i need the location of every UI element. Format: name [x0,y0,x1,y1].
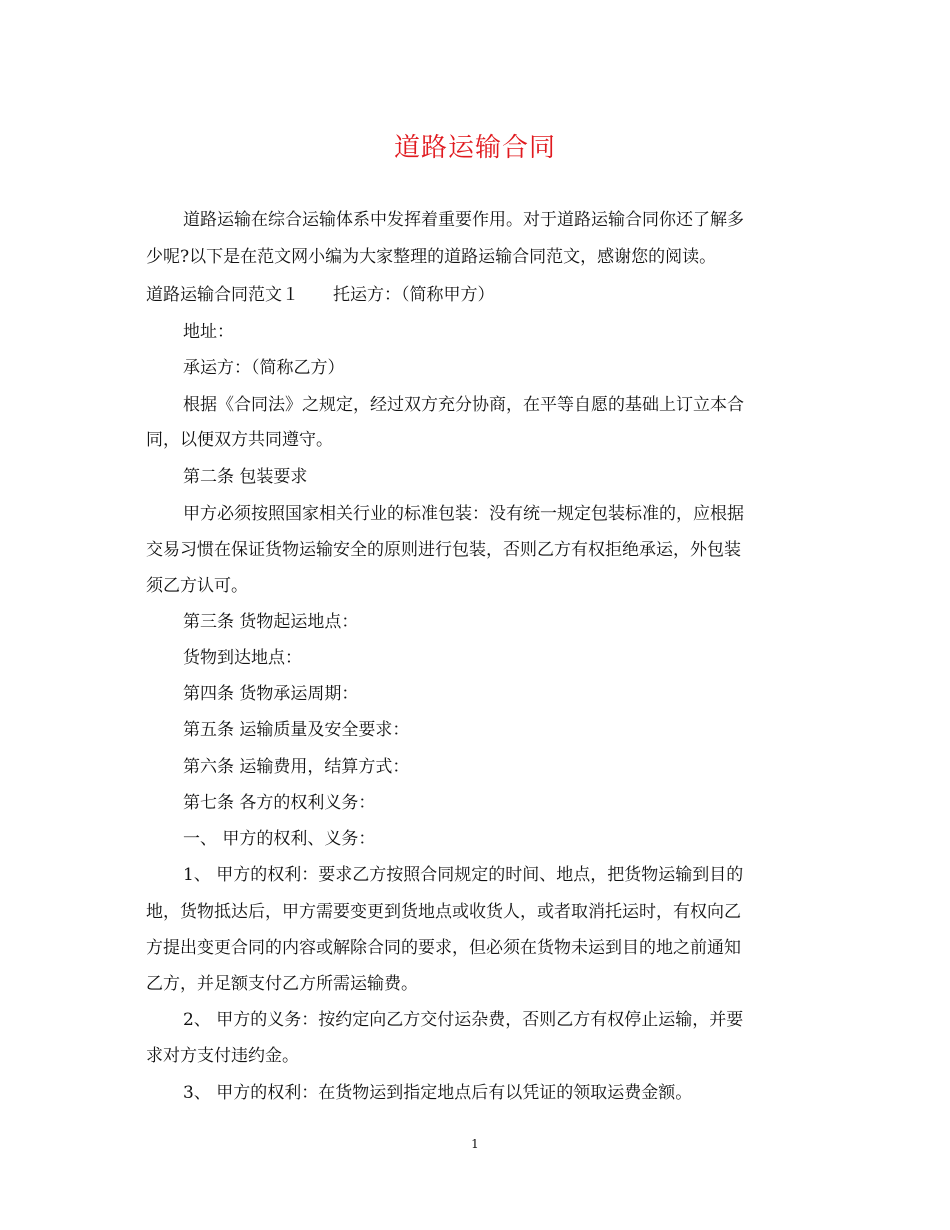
paragraph-line: 甲方必须按照国家相关行业的标准包装：没有统一规定包装标准的，应根据 [183,504,744,524]
paragraph-line: 道路运输合同范文１ 托运方：（简称甲方） [146,285,495,305]
paragraph-line: 须乙方认可。 [146,576,248,596]
paragraph-line: 地，货物抵达后，甲方需要变更到货地点或收货人，或者取消托运时，有权向乙 [146,902,741,922]
paragraph-line: 1、 甲方的权利：要求乙方按照合同规定的时间、地点，把货物运输到目的 [183,865,744,885]
paragraph-line: 2、 甲方的义务：按约定向乙方交付运杂费，否则乙方有权停止运输，并要 [183,1010,744,1030]
section-heading: 第七条 各方的权利义务： [183,793,376,813]
paragraph-line: 3、 甲方的权利：在货物运到指定地点后有以凭证的领取运费金额。 [183,1083,693,1103]
paragraph-line: 交易习惯在保证货物运输安全的原则进行包装，否则乙方有权拒绝承运，外包装 [146,540,741,560]
paragraph-line: 货物到达地点： [183,648,302,668]
paragraph-line: 承运方：（简称乙方） [183,358,345,378]
paragraph-line: 少呢?以下是在范文网小编为大家整理的道路运输合同范文，感谢您的阅读。 [146,247,717,267]
section-heading: 第五条 运输质量及安全要求： [183,720,410,740]
paragraph-line: 根据《合同法》之规定，经过双方充分协商，在平等自愿的基础上订立本合 [183,395,744,415]
paragraph-line: 地址： [183,322,234,342]
section-heading: 第二条 包装要求 [183,467,308,487]
paragraph-line: 同，以便双方共同遵守。 [146,430,333,450]
page-number: 1 [471,1137,479,1151]
paragraph-line: 乙方，并足额支付乙方所需运输费。 [146,974,418,994]
section-heading: 第四条 货物承运周期： [183,684,359,704]
section-heading: 第六条 运输费用，结算方式： [183,757,410,777]
paragraph-line: 求对方支付违约金。 [146,1046,299,1066]
paragraph-line: 道路运输在综合运输体系中发挥着重要作用。对于道路运输合同你还了解多 [183,210,744,230]
paragraph-line: 方提出变更合同的内容或解除合同的要求，但必须在货物未运到目的地之前通知 [146,938,741,958]
subsection-heading: 一、 甲方的权利、义务： [183,829,376,849]
document-title: 道路运输合同 [393,133,556,163]
section-heading: 第三条 货物起运地点： [183,612,359,632]
